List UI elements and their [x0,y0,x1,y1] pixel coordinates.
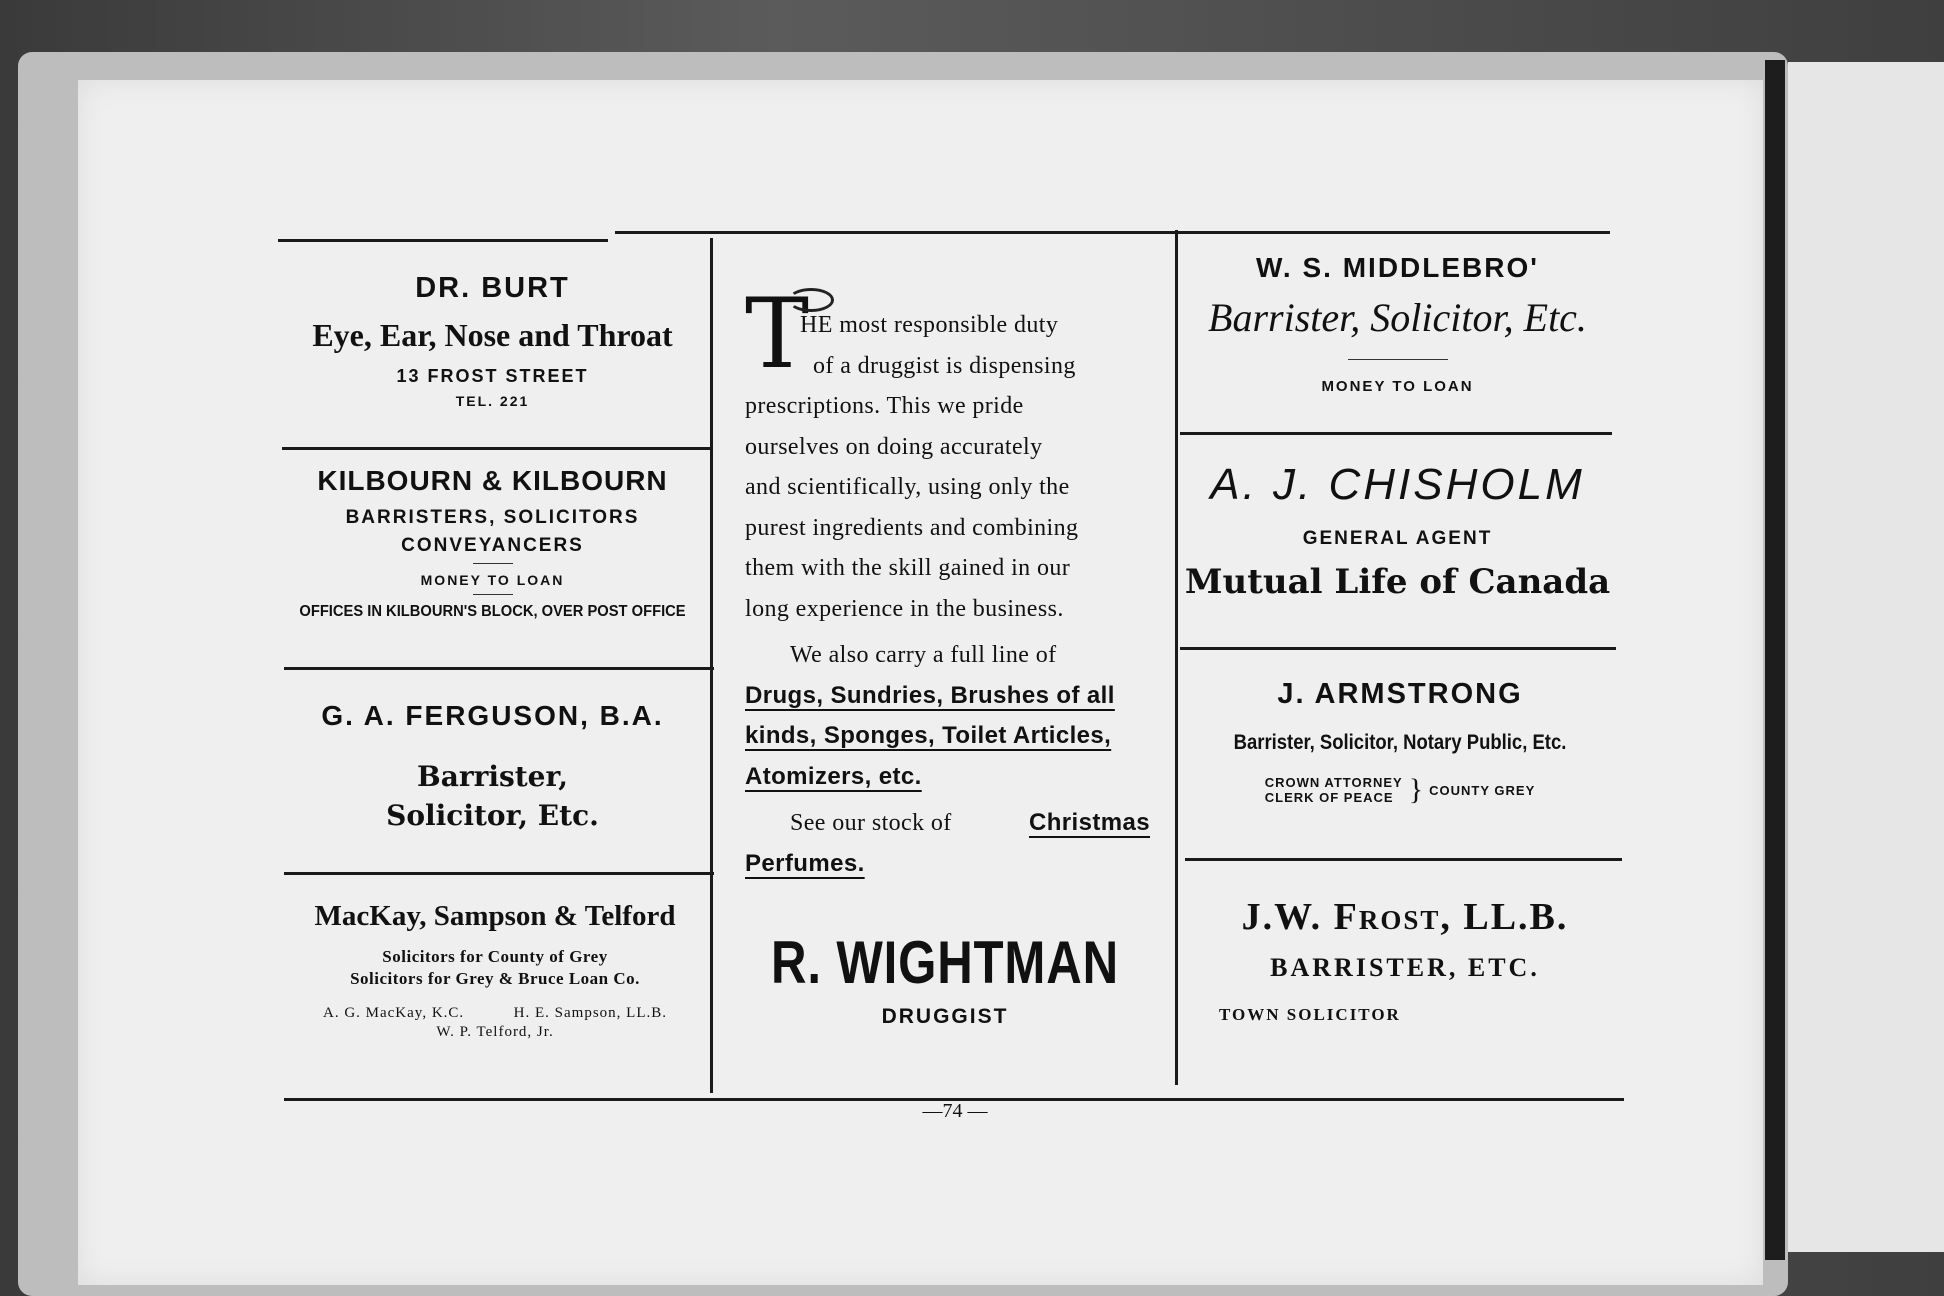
ad-wightman-name [715,928,1175,1029]
mackay-partner1: A. G. MacKay, K.C. [322,1005,465,1021]
divider [1348,359,1448,360]
dr-burt-specialty: Eye, Ear, Nose and Throat [312,317,673,353]
brace-icon: } [1408,773,1424,806]
page-gutter [1765,60,1785,1260]
text-line-underlined: Perfumes. [745,849,865,877]
middlebro-name: W. S. MIDDLEBRO' [1256,252,1539,283]
ad-chisholm [1180,460,1615,602]
dr-burt-address: 13 FROST STREET [396,366,589,386]
text-line: purest ingredients and combining [745,514,1079,541]
facing-page-edge [1788,62,1944,1252]
text-line-underlined: kinds, Sponges, Toilet Articles, [745,722,1112,749]
dr-burt-name: DR. BURT [415,272,570,304]
wightman-text-block [745,305,1150,884]
see-our-stock: See our stock of [790,810,952,836]
armstrong-role1: CROWN ATTORNEY [1264,775,1403,790]
rule-right-1 [1180,432,1612,435]
frost-title: BARRISTER, ETC. [1270,953,1540,982]
ad-armstrong [1180,678,1620,805]
kilbourn-money: MONEY TO LOAN [420,572,565,588]
armstrong-title: Barrister, Solicitor, Notary Public, Etc. [1233,731,1567,754]
ferguson-line2: Solicitor, Etc. [386,799,599,832]
text-line: HE most responsible duty [800,312,1059,338]
mackay-partner2: H. E. Sampson, LL.B. [513,1005,667,1021]
frost-role: TOWN SOLICITOR [1219,1005,1401,1024]
rule-left-2 [284,667,714,670]
christmas-word: Christmas [1029,809,1150,836]
dr-burt-tel: TEL. 221 [455,393,530,409]
middlebro-money: MONEY TO LOAN [1321,378,1474,395]
divider [473,594,513,595]
ad-mackay [275,900,715,1041]
text-line: of a druggist is dispensing [813,352,1076,379]
drop-cap: T [745,278,810,390]
armstrong-role2: CLERK OF PEACE [1264,790,1394,805]
rule-top-left [278,239,608,242]
kilbourn-line2: CONVEYANCERS [401,535,584,556]
mackay-partners-row [275,1005,715,1022]
kilbourn-name: KILBOURN & KILBOURN [317,465,668,496]
ad-kilbourn [275,465,710,621]
text-line [745,803,1150,844]
page-number: —74 — [922,1100,988,1122]
chisholm-title: GENERAL AGENT [1302,528,1493,549]
wightman-title: DRUGGIST [881,1005,1009,1028]
middlebro-title: Barrister, Solicitor, Etc. [1208,295,1587,340]
text-line: long experience in the business. [745,595,1064,622]
armstrong-role-list [1265,775,1403,805]
text-line: prescriptions. This we pride [745,393,1024,419]
mackay-line1: Solicitors for County of Grey [382,947,608,966]
ad-middlebro [1180,252,1615,395]
text-line-underlined: Drugs, Sundries, Brushes of all [745,681,1115,709]
rule-left-1 [282,447,712,450]
armstrong-county: COUNTY GREY [1429,782,1536,798]
column-divider-right [1175,230,1178,1085]
kilbourn-line1: BARRISTERS, SOLICITORS [345,507,640,528]
mackay-partner3: W. P. Telford, Jr. [436,1024,554,1040]
text-line: and scientifically, using only the [745,474,1070,500]
chisholm-name: A. J. CHISHOLM [1210,460,1585,509]
text-line: them with the skill gained in our [745,555,1071,581]
divider [473,563,513,564]
rule-left-3 [284,872,714,875]
wightman-name: R. WIGHTMAN [771,929,1119,996]
armstrong-name: J. ARMSTRONG [1277,678,1523,710]
ad-ferguson [275,700,710,832]
ferguson-name: G. A. FERGUSON, B.A. [321,700,664,731]
text-line: ourselves on doing accurately [745,433,1043,460]
rule-top [615,231,1610,234]
chisholm-company: Mutual Life of Canada [1184,562,1611,602]
text-line-underlined: Atomizers, etc. [745,762,922,790]
mackay-name: MacKay, Sampson & Telford [314,900,676,932]
text-line: We also carry a full line of [790,642,1057,668]
rule-right-3 [1185,858,1622,861]
rule-right-2 [1180,647,1616,650]
ferguson-line1: Barrister, [417,760,568,793]
kilbourn-offices: OFFICES IN KILBOURN'S BLOCK, OVER POST OFFICE [299,603,686,620]
frost-name: J.W. Frost, LL.B. [1241,896,1569,938]
mackay-line2: Solicitors for Grey & Bruce Loan Co. [350,969,640,988]
armstrong-roles [1180,775,1620,805]
ad-dr-burt [275,272,710,409]
ad-frost [1185,895,1625,1025]
